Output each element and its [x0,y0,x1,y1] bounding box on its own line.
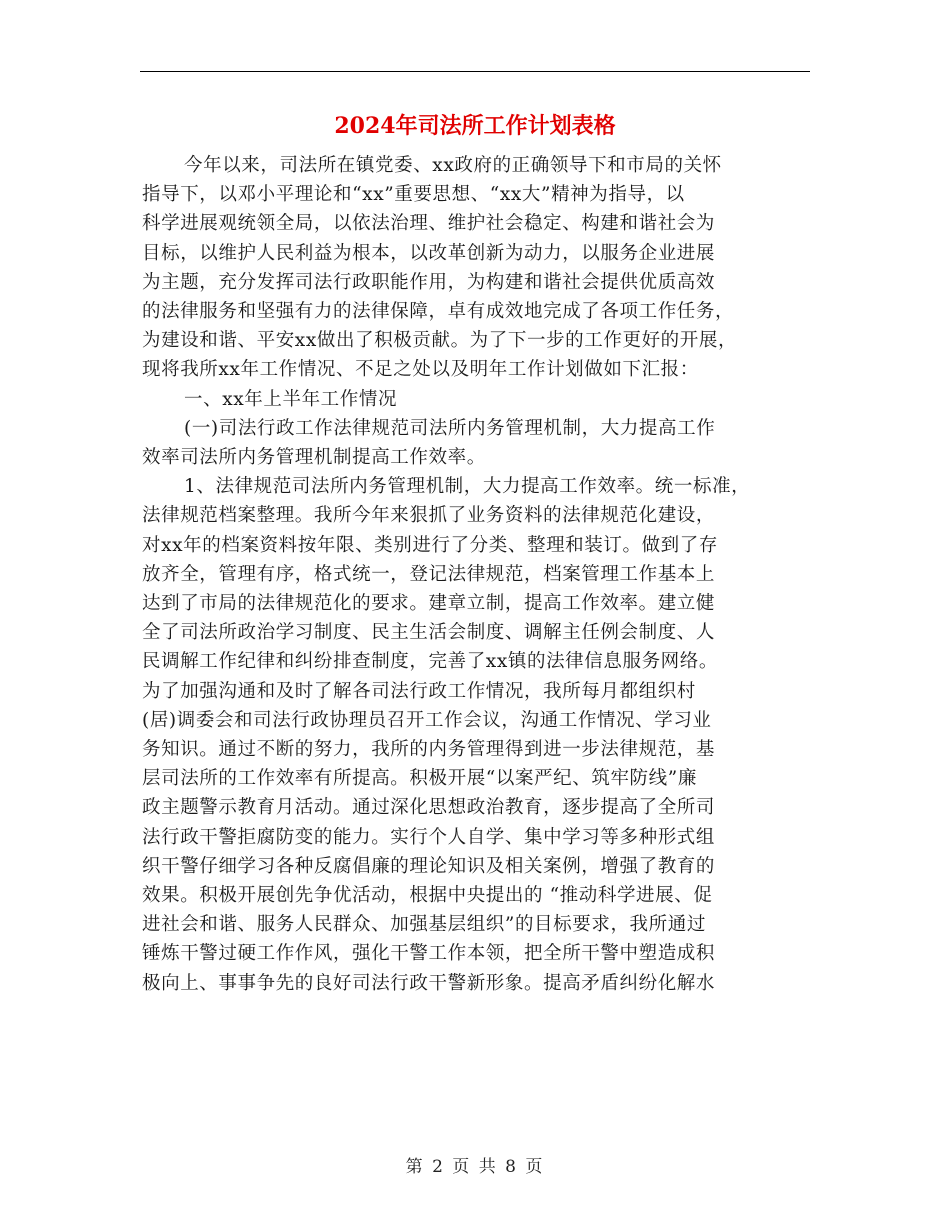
document-body [142,151,807,998]
text-line: 民调解工作纪律和纠纷排查制度，完善了xx镇的法律信息服务网络。 [142,651,718,673]
text-line: 达到了市局的法律规范化的要求。建章立制，提高工作效率。建立健 [142,593,716,615]
paragraph [142,472,807,998]
text-line: 指导下，以邓小平理论和“xx”重要思想、“xx大”精神为指导，以 [142,184,685,206]
text-line: 全了司法所政治学习制度、民主生活会制度、调解主任例会制度、人 [142,622,716,644]
text-line: 放齐全，管理有序，格式统一，登记法律规范，档案管理工作基本上 [142,563,716,585]
paragraph [142,151,807,385]
text-line: 为建设和谐、平安xx做出了积极贡献。为了下一步的工作更好的开展， [142,330,738,352]
text-line: 效果。积极开展创先争优活动，根据中央提出的 “推动科学进展、促 [142,885,713,907]
text-line: 效率司法所内务管理机制提高工作效率。 [142,447,486,469]
paragraph [142,385,807,414]
text-line: 法行政干警拒腐防变的能力。实行个人自学、集中学习等多种形式组 [142,826,716,848]
text-line: 法律规范档案整理。我所今年来狠抓了业务资料的法律规范化建设， [142,505,716,527]
text-line: 的法律服务和坚强有力的法律保障，卓有成效地完成了各项工作任务， [142,301,735,323]
text-line: 1、法律规范司法所内务管理机制，大力提高工作效率。统一标准， [184,476,751,498]
text-line: 为主题，充分发挥司法行政职能作用，为构建和谐社会提供优质高效 [142,271,716,293]
text-line: 极向上、事事争先的良好司法行政干警新形象。提高矛盾纠纷化解水 [142,972,716,994]
text-line: 对xx年的档案资料按年限、类别进行了分类、整理和装订。做到了存 [142,534,718,556]
text-line: 进社会和谐、服务人民群众、加强基层组织”的目标要求，我所通过 [142,914,706,936]
text-line: 锤炼干警过硬工作作风，强化干警工作本领，把全所干警中塑造成积 [142,943,716,965]
text-line: 为了加强沟通和及时了解各司法行政工作情况，我所每月都组织村 [142,680,696,702]
text-line: 目标，以维护人民利益为根本，以改革创新为动力，以服务企业进展 [142,242,716,264]
text-line: (居)调委会和司法行政协理员召开工作会议，沟通工作情况、学习业 [142,709,712,731]
paragraph [142,414,807,472]
text-line: 现将我所xx年工作情况、不足之处以及明年工作计划做如下汇报： [142,359,699,381]
header-rule [140,71,810,72]
document-title: 2024年司法所工作计划表格 [334,113,616,139]
text-line: (一)司法行政工作法律规范司法所内务管理机制，大力提高工作 [184,417,716,439]
text-line: 织干警仔细学习各种反腐倡廉的理论知识及相关案例，增强了教育的 [142,855,716,877]
text-line: 一、xx年上半年工作情况 [184,388,398,410]
page-number: 第 2 页 共 8 页 [405,1157,545,1177]
text-line: 科学进展观统领全局，以依法治理、维护社会稳定、构建和谐社会为 [142,213,716,235]
text-line: 政主题警示教育月活动。通过深化思想政治教育，逐步提高了全所司 [142,797,716,819]
text-line: 层司法所的工作效率有所提高。积极开展“以案严纪、筑牢防线”廉 [142,768,697,790]
text-line: 今年以来，司法所在镇党委、xx政府的正确领导下和市局的关怀 [184,155,722,176]
text-line: 务知识。通过不断的努力，我所的内务管理得到进一步法律规范，基 [142,739,716,761]
